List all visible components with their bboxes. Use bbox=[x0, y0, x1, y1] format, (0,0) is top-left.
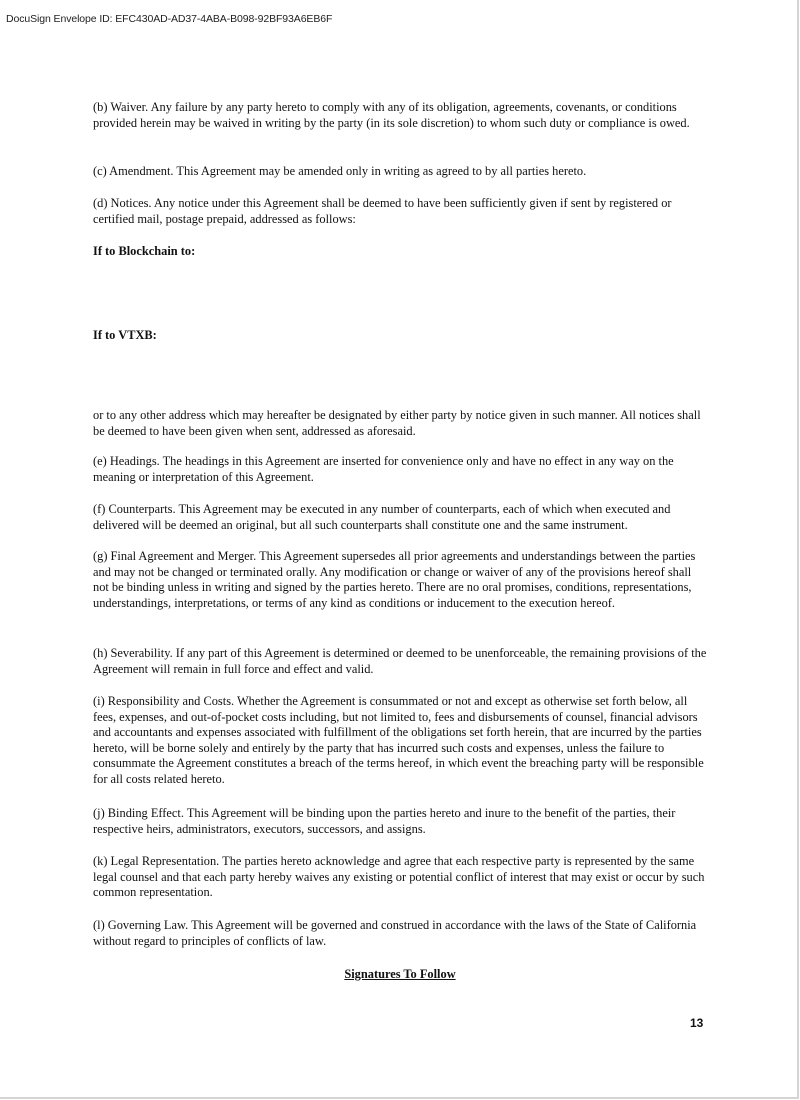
envelope-id: DocuSign Envelope ID: EFC430AD-AD37-4ABA-B098-92BF93A6EB6F bbox=[6, 13, 333, 25]
notices-paragraph: (d) Notices. Any notice under this Agreement shall be deemed to have been sufficiently given if sent by registered or certified mail, postage prepaid, addressed as follows: bbox=[93, 196, 672, 226]
final-agreement-paragraph: (g) Final Agreement and Merger. This Agreement supersedes all prior agreements and understandings between the parties and may not be changed or terminated orally. Any modification or change or waiver of any of the provisions hereof shall not be binding unless in writing and signed by the parties hereto. There are no oral promises, conditions, representations, understandings, interpretations, or terms of any kind as conditions or inducement to the execution hereof. bbox=[93, 549, 696, 610]
binding-effect-paragraph: (j) Binding Effect. This Agreement will be binding upon the parties hereto and inure to the benefit of the parties, their respective heirs, administrators, executors, successors, and assigns. bbox=[93, 806, 676, 836]
headings-paragraph: (e) Headings. The headings in this Agreement are inserted for convenience only and have no effect in any way on the meaning or interpretation of this Agreement. bbox=[93, 454, 674, 484]
final-agreement-section bbox=[93, 549, 709, 611]
signatures-to-follow: Signatures To Follow bbox=[344, 967, 456, 981]
binding-effect-section bbox=[93, 806, 709, 837]
governing-law-paragraph: (l) Governing Law. This Agreement will be governed and construed in accordance with the laws of the State of California without regard to principles of conflicts of law. bbox=[93, 918, 697, 948]
legal-representation-paragraph: (k) Legal Representation. The parties hereto acknowledge and agree that each respective party is represented by the same legal counsel and that each party hereby waives any existing or potential conflict of interest that may exist or occur by such common representation. bbox=[93, 854, 705, 900]
if-to-blockchain-heading: If to Blockchain to: bbox=[93, 244, 196, 258]
page-number: 13 bbox=[690, 1016, 704, 1030]
governing-law-section bbox=[93, 918, 709, 949]
responsibility-section bbox=[93, 694, 709, 788]
waiver-section bbox=[93, 100, 709, 131]
severability-section bbox=[93, 646, 709, 677]
severability-paragraph: (h) Severability. If any part of this Agreement is determined or deemed to be unenforceable, the remaining provisions of the Agreement will remain in full force and effect and valid. bbox=[93, 646, 707, 676]
amendment-paragraph: (c) Amendment. This Agreement may be amended only in writing as agreed to by all parties hereto. bbox=[93, 164, 587, 178]
notices-continuation-section bbox=[93, 408, 709, 439]
legal-representation-section bbox=[93, 854, 709, 901]
responsibility-paragraph: (i) Responsibility and Costs. Whether the Agreement is consummated or not and except as otherwise set forth below, all fees, expenses, and out-of-pocket costs including, but not limited to, fees and disbursements of counsel, financial advisors and accountants and expenses associated with fulfillment of the obligations set forth herein, that are incurred by the parties hereto, will be borne solely and entirely by the party that has incurred such costs and expenses, unless the failure to consummate the Agreement constitutes a breach of the terms hereof, in which event the breaching party will be responsible for all costs related hereto. bbox=[93, 694, 704, 786]
headings-section bbox=[93, 454, 709, 485]
amendment-section bbox=[93, 164, 709, 180]
notices-continuation-paragraph: or to any other address which may hereafter be designated by either party by notice given in such manner. All notices shall be deemed to have been given when sent, addressed as aforesaid. bbox=[93, 408, 701, 438]
if-to-vtxb-heading: If to VTXB: bbox=[93, 328, 157, 342]
counterparts-paragraph: (f) Counterparts. This Agreement may be executed in any number of counterparts, each of which when executed and delivered will be deemed an original, but all such counterparts shall constitute one and the same instrument. bbox=[93, 502, 671, 532]
waiver-paragraph: (b) Waiver. Any failure by any party hereto to comply with any of its obligation, agreements, covenants, or conditions provided herein may be waived in writing by the party (in its sole discretion) to whom such duty or compliance is owed. bbox=[93, 100, 690, 130]
notices-section bbox=[93, 196, 709, 227]
counterparts-section bbox=[93, 502, 709, 533]
